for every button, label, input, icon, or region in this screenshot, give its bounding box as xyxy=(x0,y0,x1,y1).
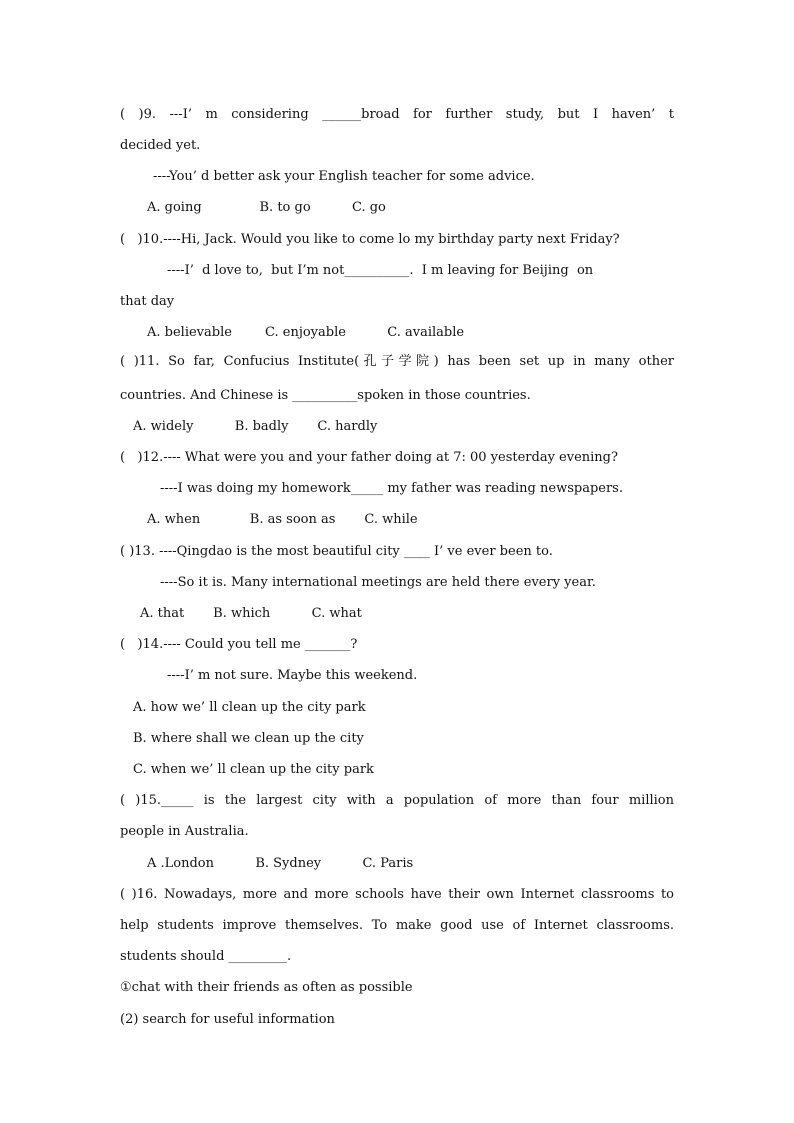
question-10-line-3: that day xyxy=(120,294,175,309)
question-14-option-b: B. where shall we clean up the city xyxy=(133,731,364,746)
question-10-options: A. believable C. enjoyable C. available xyxy=(147,325,465,340)
question-13-options: A. that B. which C. what xyxy=(140,606,362,621)
question-9-answer-line: ----You’ d better ask your English teacher for some advice. xyxy=(153,169,535,184)
question-16-line-1: ( )16. Nowadays, more and more schools have their own Internet classrooms to xyxy=(120,887,674,902)
question-9-line-2: decided yet. xyxy=(120,138,201,153)
question-9-line-1: ( )9. ---I’ m considering ______broad for further study, but I haven’ t xyxy=(120,107,674,122)
question-13-line-2: ----So it is. Many international meetings are held there every year. xyxy=(160,575,596,590)
question-14-option-c: C. when we’ ll clean up the city park xyxy=(133,762,374,777)
question-15-options: A .London B. Sydney C. Paris xyxy=(147,856,414,871)
question-16-line-2: help students improve themselves. To make good use of Internet classrooms. xyxy=(120,918,674,933)
question-11-line-2: countries. And Chinese is __________spoken in those countries. xyxy=(120,388,531,403)
question-11-line-1: ( )11. So far, Confucius Institute(孔子学院) has been set up in many other xyxy=(120,354,674,369)
question-10-line-2: ----I’ d love to, but I’m not__________. I m leaving for Beijing on xyxy=(167,263,594,278)
question-14-line-1: ( )14.---- Could you tell me _______? xyxy=(120,637,358,652)
question-13-line-1: ( )13. ----Qingdao is the most beautiful city ____ I’ ve ever been to. xyxy=(120,544,553,559)
question-12-line-1: ( )12.---- What were you and your father doing at 7: 00 yesterday evening? xyxy=(120,450,618,465)
question-9-options: A. going B. to go C. go xyxy=(147,200,386,215)
question-16-item-2: (2) search for useful information xyxy=(120,1012,335,1027)
question-12-line-2: ----I was doing my homework_____ my father was reading newspapers. xyxy=(160,481,623,496)
question-15-line-2: people in Australia. xyxy=(120,824,249,839)
question-16-line-3: students should _________. xyxy=(120,949,292,964)
question-14-line-2: ----I’ m not sure. Maybe this weekend. xyxy=(167,668,418,683)
question-14-option-a: A. how we’ ll clean up the city park xyxy=(133,700,366,715)
question-12-options: A. when B. as soon as C. while xyxy=(147,512,418,527)
question-10-line-1: ( )10.----Hi, Jack. Would you like to come lo my birthday party next Friday? xyxy=(120,232,620,247)
question-11-options: A. widely B. badly C. hardly xyxy=(133,419,378,434)
question-16-item-1: ①chat with their friends as often as possible xyxy=(120,980,413,995)
question-15-line-1: ( )15._____ is the largest city with a population of more than four million xyxy=(120,793,674,808)
